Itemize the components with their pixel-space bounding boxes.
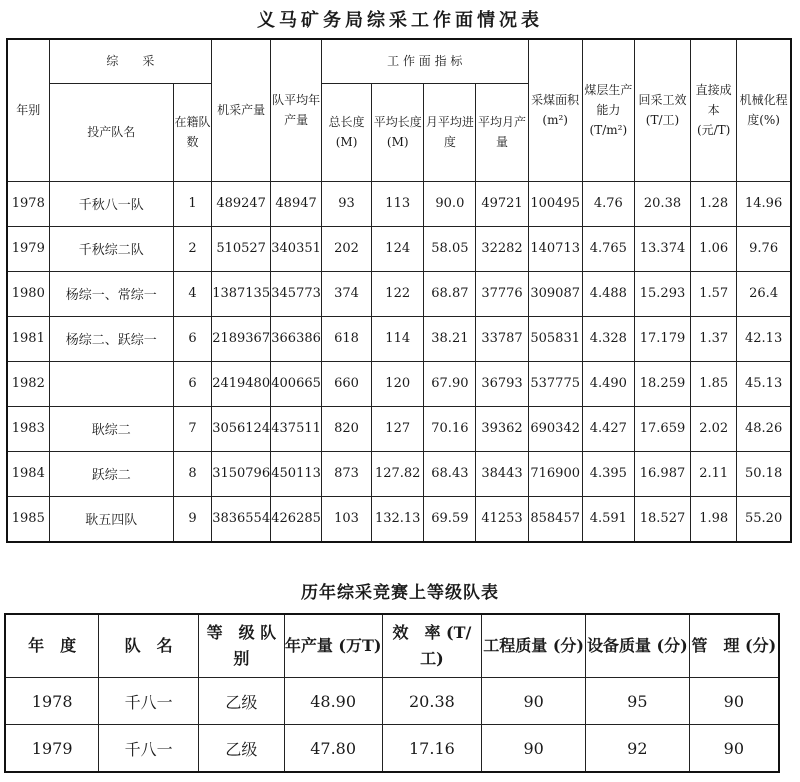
cell-monthly-adv: 58.05 — [424, 226, 476, 271]
cell-efficiency: 16.987 — [634, 451, 690, 496]
cell-monthly-adv: 70.16 — [424, 406, 476, 451]
cell-total-len: 202 — [321, 226, 371, 271]
cell-team-avg: 400665 — [271, 361, 322, 406]
cell-cost: 2.02 — [691, 406, 737, 451]
cell-output: 3056124 — [212, 406, 271, 451]
cell-capacity: 4.328 — [582, 316, 634, 361]
table-row — [7, 271, 791, 316]
header-count: 在籍队数 — [174, 83, 212, 181]
header-zongcai: 综 采 — [49, 39, 211, 83]
cell-efficiency: 17.659 — [634, 406, 690, 451]
header-total-length: 总长度(M) — [321, 83, 371, 181]
cell-efficiency: 15.293 — [634, 271, 690, 316]
cell-avg-len: 120 — [372, 361, 424, 406]
cell-efficiency: 18.259 — [634, 361, 690, 406]
t2-cell-efficiency: 20.38 — [382, 678, 482, 725]
cell-mech: 50.18 — [737, 451, 791, 496]
table-row — [7, 316, 791, 361]
header-monthly-advance: 月平均进 度 — [424, 83, 476, 181]
t2-cell-team: 千八一 — [99, 725, 199, 773]
cell-monthly-adv: 68.43 — [424, 451, 476, 496]
cell-mech: 48.26 — [737, 406, 791, 451]
header-cost: 直接成本(元/T) — [691, 39, 737, 181]
cell-output: 1387135 — [212, 271, 271, 316]
cell-cost: 2.11 — [691, 451, 737, 496]
t2-header-eng-quality: 工程质量 (分) — [482, 614, 586, 678]
cell-efficiency: 18.527 — [634, 496, 690, 542]
table-row — [5, 725, 779, 773]
cell-monthly-adv: 90.0 — [424, 181, 476, 226]
cell-team-avg: 437511 — [271, 406, 322, 451]
t2-header-year: 年 度 — [5, 614, 99, 678]
cell-output: 3150796 — [212, 451, 271, 496]
cell-area: 100495 — [528, 181, 582, 226]
table-row — [5, 678, 779, 725]
cell-cost: 1.57 — [691, 271, 737, 316]
table-row — [7, 406, 791, 451]
cell-total-len: 873 — [321, 451, 371, 496]
cell-capacity: 4.427 — [582, 406, 634, 451]
cell-team-avg: 450113 — [271, 451, 322, 496]
cell-year: 1981 — [7, 316, 49, 361]
cell-avg-len: 124 — [372, 226, 424, 271]
cell-count: 4 — [174, 271, 212, 316]
cell-monthly-adv: 67.90 — [424, 361, 476, 406]
header-output: 机采产量 — [212, 39, 271, 181]
t2-cell-grade: 乙级 — [198, 678, 284, 725]
cell-total-len: 374 — [321, 271, 371, 316]
cell-team-avg: 345773 — [271, 271, 322, 316]
cell-mech: 26.4 — [737, 271, 791, 316]
cell-team: 耿综二 — [49, 406, 173, 451]
cell-area: 309087 — [528, 271, 582, 316]
t2-cell-grade: 乙级 — [198, 725, 284, 773]
header-capacity: 煤层生产能力(T/m²) — [582, 39, 634, 181]
cell-year: 1985 — [7, 496, 49, 542]
cell-count: 7 — [174, 406, 212, 451]
cell-monthly-out: 39362 — [476, 406, 528, 451]
cell-monthly-out: 49721 — [476, 181, 528, 226]
t2-cell-output: 47.80 — [284, 725, 382, 773]
cell-year: 1979 — [7, 226, 49, 271]
cell-mech: 55.20 — [737, 496, 791, 542]
cell-mech: 42.13 — [737, 316, 791, 361]
t2-header-efficiency: 效 率 (T/工) — [382, 614, 482, 678]
t2-cell-equip-quality: 95 — [585, 678, 689, 725]
cell-efficiency: 17.179 — [634, 316, 690, 361]
table-row — [7, 226, 791, 271]
cell-cost: 1.98 — [691, 496, 737, 542]
cell-monthly-out: 41253 — [476, 496, 528, 542]
cell-capacity: 4.765 — [582, 226, 634, 271]
cell-capacity: 4.395 — [582, 451, 634, 496]
header-mech: 机械化程度(%) — [737, 39, 791, 181]
grade-team-table — [4, 613, 780, 773]
cell-total-len: 820 — [321, 406, 371, 451]
cell-monthly-adv: 38.21 — [424, 316, 476, 361]
cell-capacity: 4.488 — [582, 271, 634, 316]
t2-cell-eng-quality: 90 — [482, 678, 586, 725]
cell-output: 489247 — [212, 181, 271, 226]
t2-header-management: 管 理 (分) — [689, 614, 779, 678]
cell-year: 1978 — [7, 181, 49, 226]
t2-header-grade: 等 级 队 别 — [198, 614, 284, 678]
cell-cost: 1.37 — [691, 316, 737, 361]
table-row — [7, 361, 791, 406]
cell-year: 1983 — [7, 406, 49, 451]
cell-area: 505831 — [528, 316, 582, 361]
t2-cell-efficiency: 17.16 — [382, 725, 482, 773]
cell-cost: 1.85 — [691, 361, 737, 406]
t2-cell-team: 千八一 — [99, 678, 199, 725]
cell-capacity: 4.490 — [582, 361, 634, 406]
header-monthly-output: 平均月产 量 — [476, 83, 528, 181]
cell-total-len: 103 — [321, 496, 371, 542]
cell-total-len: 618 — [321, 316, 371, 361]
cell-team: 跃综二 — [49, 451, 173, 496]
cell-avg-len: 127.82 — [372, 451, 424, 496]
cell-total-len: 660 — [321, 361, 371, 406]
cell-avg-len: 113 — [372, 181, 424, 226]
table1-title: 义马矿务局综采工作面情况表 — [257, 10, 543, 31]
cell-team: 千秋综二队 — [49, 226, 173, 271]
cell-count: 8 — [174, 451, 212, 496]
t2-header-equip-quality: 设备质量 (分) — [585, 614, 689, 678]
table2-title: 历年综采竞赛上等级队表 — [301, 583, 499, 603]
cell-output: 510527 — [212, 226, 271, 271]
cell-count: 6 — [174, 316, 212, 361]
cell-cost: 1.28 — [691, 181, 737, 226]
cell-output: 2419480 — [212, 361, 271, 406]
cell-capacity: 4.591 — [582, 496, 634, 542]
header-team-avg: 队平均年产量 — [271, 39, 322, 181]
cell-year: 1984 — [7, 451, 49, 496]
cell-area: 858457 — [528, 496, 582, 542]
cell-capacity: 4.76 — [582, 181, 634, 226]
cell-count: 2 — [174, 226, 212, 271]
table-row — [7, 181, 791, 226]
cell-count: 1 — [174, 181, 212, 226]
cell-year: 1982 — [7, 361, 49, 406]
header-area: 采煤面积(m²) — [528, 39, 582, 181]
cell-avg-len: 122 — [372, 271, 424, 316]
cell-monthly-out: 32282 — [476, 226, 528, 271]
t2-header-output: 年产量 (万T) — [284, 614, 382, 678]
cell-team-avg: 48947 — [271, 181, 322, 226]
cell-year: 1980 — [7, 271, 49, 316]
cell-team-avg: 340351 — [271, 226, 322, 271]
cell-efficiency: 20.38 — [634, 181, 690, 226]
t2-header-team: 队 名 — [99, 614, 199, 678]
cell-team: 杨综一、常综一 — [49, 271, 173, 316]
t2-cell-year: 1978 — [5, 678, 99, 725]
cell-monthly-out: 38443 — [476, 451, 528, 496]
cell-area: 140713 — [528, 226, 582, 271]
cell-cost: 1.06 — [691, 226, 737, 271]
cell-team — [49, 361, 173, 406]
cell-avg-len: 132.13 — [372, 496, 424, 542]
cell-team: 千秋八一队 — [49, 181, 173, 226]
cell-avg-len: 127 — [372, 406, 424, 451]
cell-mech: 9.76 — [737, 226, 791, 271]
header-year: 年别 — [7, 39, 49, 181]
cell-team: 耿五四队 — [49, 496, 173, 542]
cell-mech: 45.13 — [737, 361, 791, 406]
t2-cell-management: 90 — [689, 678, 779, 725]
cell-output: 3836554 — [212, 496, 271, 542]
t2-cell-eng-quality: 90 — [482, 725, 586, 773]
cell-monthly-out: 33787 — [476, 316, 528, 361]
t2-cell-management: 90 — [689, 725, 779, 773]
cell-team-avg: 366386 — [271, 316, 322, 361]
t2-cell-year: 1979 — [5, 725, 99, 773]
cell-team: 杨综二、跃综一 — [49, 316, 173, 361]
cell-area: 690342 — [528, 406, 582, 451]
cell-monthly-out: 37776 — [476, 271, 528, 316]
work-face-table — [6, 38, 792, 543]
cell-team-avg: 426285 — [271, 496, 322, 542]
cell-monthly-adv: 68.87 — [424, 271, 476, 316]
cell-area: 537775 — [528, 361, 582, 406]
cell-area: 716900 — [528, 451, 582, 496]
cell-monthly-adv: 69.59 — [424, 496, 476, 542]
table-row — [7, 496, 791, 542]
cell-count: 6 — [174, 361, 212, 406]
cell-monthly-out: 36793 — [476, 361, 528, 406]
t2-cell-output: 48.90 — [284, 678, 382, 725]
header-team: 投产队名 — [49, 83, 173, 181]
t2-cell-equip-quality: 92 — [585, 725, 689, 773]
cell-count: 9 — [174, 496, 212, 542]
cell-efficiency: 13.374 — [634, 226, 690, 271]
header-face-indicators: 工 作 面 指 标 — [321, 39, 528, 83]
table-row — [7, 451, 791, 496]
cell-total-len: 93 — [321, 181, 371, 226]
cell-mech: 14.96 — [737, 181, 791, 226]
header-avg-length: 平均长度(M) — [372, 83, 424, 181]
header-efficiency: 回采工效(T/工) — [634, 39, 690, 181]
cell-output: 2189367 — [212, 316, 271, 361]
cell-avg-len: 114 — [372, 316, 424, 361]
